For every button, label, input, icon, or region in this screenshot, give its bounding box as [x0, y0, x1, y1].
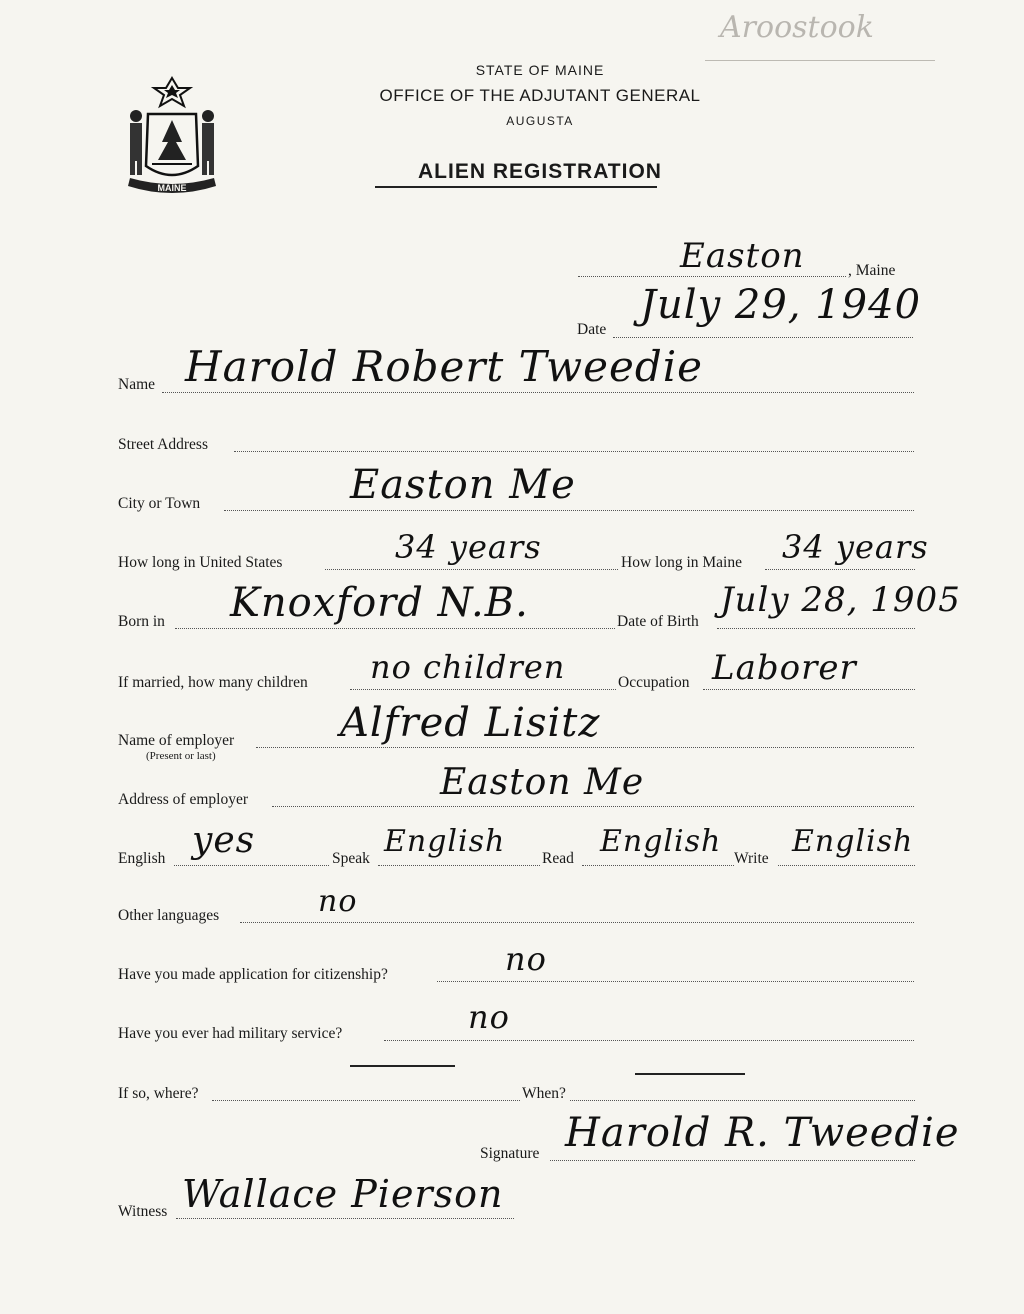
city-value: Easton Me: [350, 462, 576, 508]
speak-line: [378, 865, 540, 866]
write-label: Write: [734, 850, 769, 867]
occupation-line: [703, 689, 915, 690]
name-value: Harold Robert Tweedie: [185, 342, 704, 391]
street-address-line: [234, 451, 914, 452]
signature-label: Signature: [480, 1145, 540, 1162]
header-city: AUGUSTA: [506, 114, 574, 128]
children-value: no children: [370, 648, 566, 686]
born-in-label: Born in: [118, 613, 165, 630]
employer-value: Alfred Lisitz: [340, 700, 601, 746]
employer-note: (Present or last): [146, 750, 216, 762]
citizenship-line: [437, 981, 914, 982]
title-underline: [375, 186, 657, 188]
corner-note: Aroostook: [720, 10, 874, 45]
other-languages-label: Other languages: [118, 907, 220, 924]
seal-text: MAINE: [157, 183, 187, 193]
how-long-us-line: [325, 569, 618, 570]
header-office: OFFICE OF THE ADJUTANT GENERAL: [379, 86, 701, 105]
employer-address-value: Easton Me: [440, 762, 645, 803]
date-line: [613, 337, 913, 338]
military-line: [384, 1040, 914, 1041]
how-long-maine-line: [765, 569, 915, 570]
blank-dash-where: [350, 1065, 455, 1067]
witness-line: [176, 1218, 514, 1219]
date-of-birth-label: Date of Birth: [617, 613, 699, 630]
signature-line: [550, 1160, 915, 1161]
employer-label: Name of employer: [118, 732, 235, 749]
english-value: yes: [192, 820, 256, 861]
name-label: Name: [118, 376, 156, 393]
military-value: no: [468, 998, 510, 1036]
other-languages-line: [240, 922, 914, 923]
employer-address-line: [272, 806, 914, 807]
city-label: City or Town: [118, 495, 201, 512]
when-line: [570, 1100, 915, 1101]
city-line: [224, 510, 914, 511]
citizenship-label: Have you made application for citizenship?: [118, 966, 388, 983]
children-line: [350, 689, 616, 690]
military-label: Have you ever had military service?: [118, 1025, 343, 1042]
born-in-value: Knoxford N.B.: [230, 580, 529, 626]
read-line: [582, 865, 734, 866]
if-so-where-line: [212, 1100, 520, 1101]
write-value: English: [792, 824, 914, 859]
town-line: [578, 276, 846, 277]
maine-label: , Maine: [848, 262, 896, 279]
english-label: English: [118, 850, 166, 867]
signature-value: Harold R. Tweedie: [565, 1110, 960, 1156]
when-label: When?: [522, 1085, 566, 1102]
how-long-maine-label: How long in Maine: [621, 554, 742, 571]
write-line: [778, 865, 915, 866]
other-languages-value: no: [318, 884, 358, 919]
occupation-label: Occupation: [618, 674, 690, 691]
date-of-birth-value: July 28, 1905: [720, 580, 961, 620]
maine-seal-icon: [118, 74, 226, 202]
town-value: Easton: [680, 236, 805, 276]
if-so-where-label: If so, where?: [118, 1085, 199, 1102]
how-long-us-value: 34 years: [395, 528, 542, 566]
blank-dash-when: [635, 1073, 745, 1075]
speak-value: English: [384, 824, 506, 859]
citizenship-value: no: [505, 940, 547, 978]
how-long-us-label: How long in United States: [118, 554, 283, 571]
how-long-maine-value: 34 years: [782, 528, 929, 566]
date-of-birth-line: [717, 628, 915, 629]
speak-label: Speak: [332, 850, 370, 867]
witness-value: Wallace Pierson: [182, 1172, 504, 1216]
employer-address-label: Address of employer: [118, 791, 248, 808]
employer-line: [256, 747, 914, 748]
corner-note-line: [705, 60, 935, 61]
english-line: [174, 865, 329, 866]
read-value: English: [600, 824, 722, 859]
name-line: [162, 392, 914, 393]
date-label: Date: [577, 321, 607, 338]
form-title: ALIEN REGISTRATION: [418, 160, 662, 183]
children-label: If married, how many children: [118, 674, 308, 691]
read-label: Read: [542, 850, 574, 867]
occupation-value: Laborer: [712, 648, 857, 688]
date-value: July 29, 1940: [640, 282, 922, 328]
born-in-line: [175, 628, 615, 629]
header-state: STATE OF MAINE: [475, 62, 605, 78]
witness-label: Witness: [118, 1203, 168, 1220]
street-address-label: Street Address: [118, 436, 208, 453]
